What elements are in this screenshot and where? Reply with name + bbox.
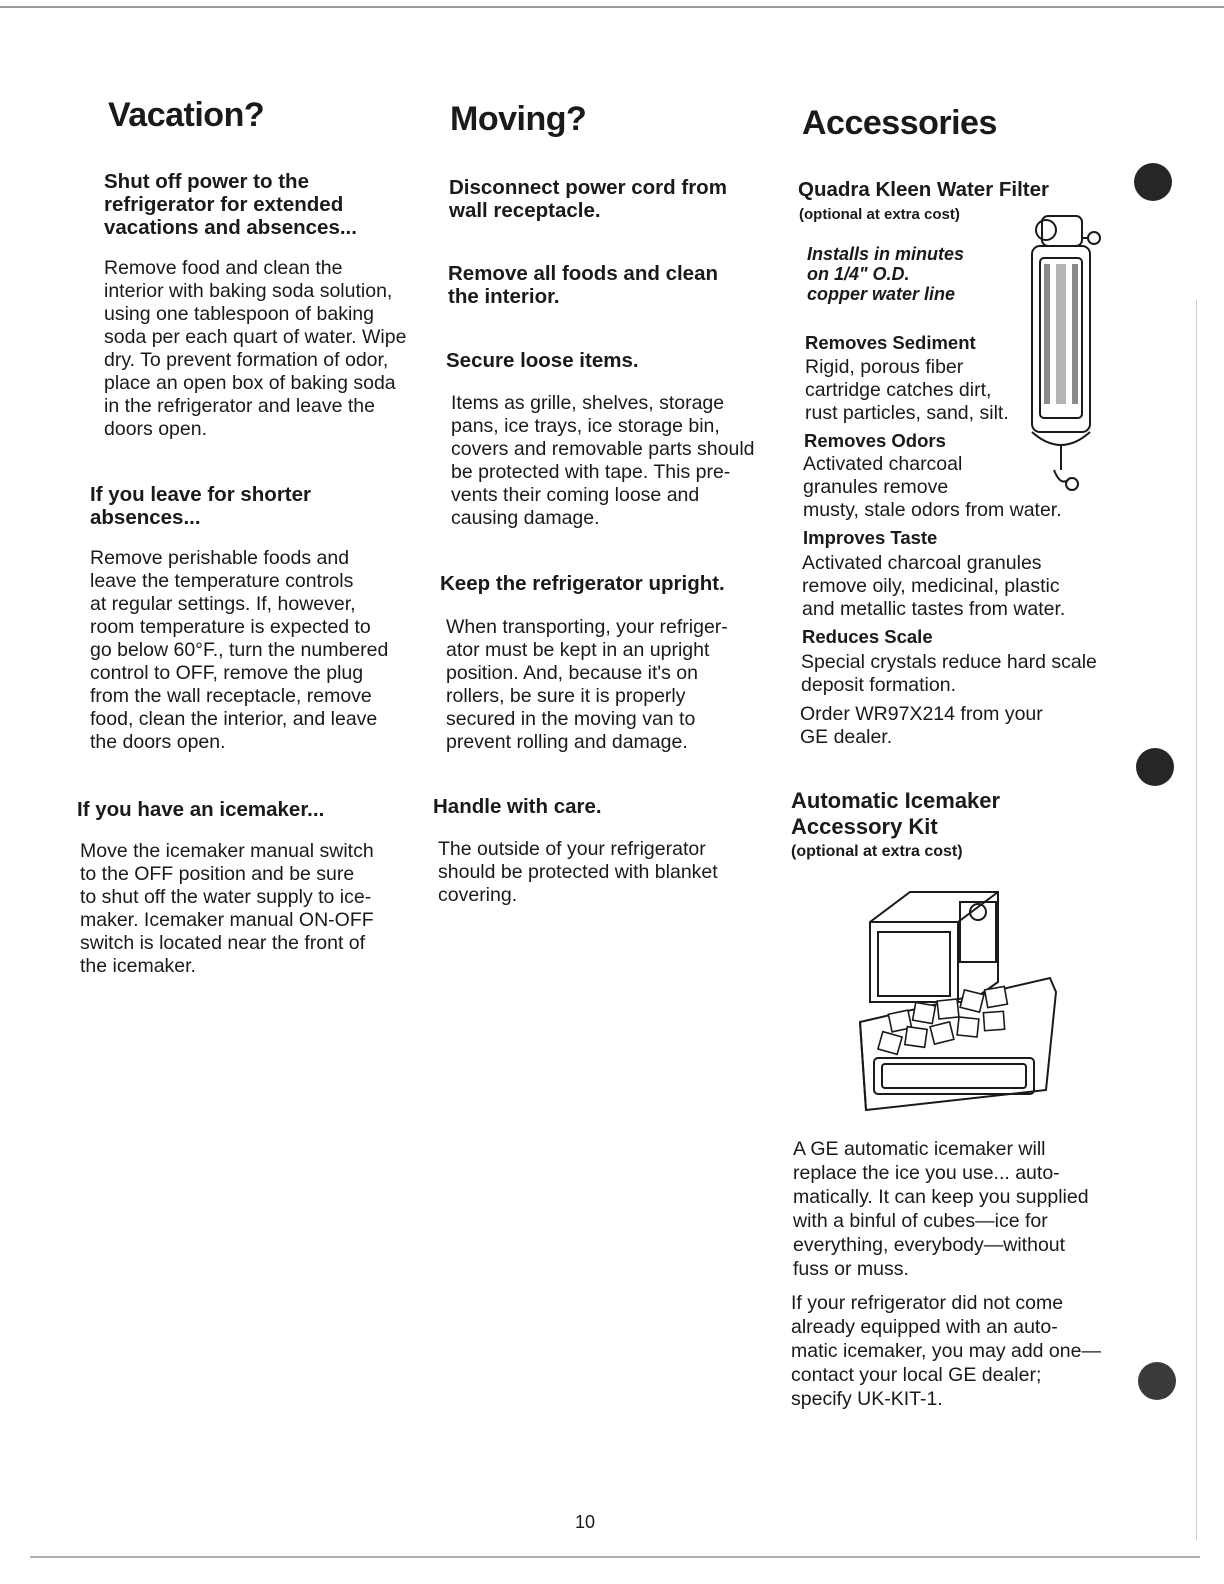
- feature-heading: Removes Sediment: [805, 332, 976, 353]
- icemaker-paragraph-1: A GE automatic icemaker will replace the ice you use... auto- matically. It can keep you supplied with a binful of cubes—ice for everything, everybody—without fuss or muss.: [793, 1138, 1089, 1280]
- icemaker-illustration: [850, 882, 1065, 1122]
- moving-heading-disconnect: Disconnect power cord from wall receptacle.: [449, 176, 727, 222]
- moving-body-secure: Items as grille, shelves, storage pans, ice trays, ice storage bin, covers and removable parts should be protected with tape. This pre- vents their coming loose and causing damage.: [451, 392, 755, 529]
- filter-cost-note: (optional at extra cost): [799, 206, 960, 223]
- vacation-heading-shorter: If you leave for shorter absences...: [90, 483, 312, 529]
- filter-order-text: Order WR97X214 from your GE dealer.: [800, 703, 1043, 748]
- moving-heading-secure: Secure loose items.: [446, 349, 639, 372]
- vacation-heading-icemaker: If you have an icemaker...: [77, 798, 325, 821]
- moving-title: Moving?: [450, 100, 587, 138]
- binder-hole-icon: [1134, 163, 1172, 201]
- vacation-title: Vacation?: [108, 96, 265, 134]
- vacation-body-icemaker: Move the icemaker manual switch to the OFF position and be sure to shut off the water supply to ice- maker. Icemaker manual ON-OFF switch is located near the front of the icemaker.: [80, 840, 374, 977]
- feature-heading: Reduces Scale: [802, 626, 933, 647]
- moving-body-upright: When transporting, your refriger- ator must be kept in an upright position. And, because it's on rollers, be sure it is properly secured in the moving van to prevent rolling and damage.: [446, 616, 728, 753]
- icemaker-kit-heading: Automatic Icemaker Accessory Kit: [791, 788, 1001, 839]
- scan-edge-bottom: [30, 1556, 1200, 1558]
- vacation-body-shorter: Remove perishable foods and leave the temperature controls at regular settings. If, however, room temperature is expected to go below 60°F., turn the numbered control to OFF, remove the plug from the wall receptacle, remove food, clean the interior, and leave the doors open.: [90, 547, 389, 753]
- moving-body-handle: The outside of your refrigerator should be protected with blanket covering.: [438, 838, 718, 906]
- feature-body: Special crystals reduce hard scale deposit formation.: [801, 651, 1097, 696]
- feature-body: Rigid, porous fiber cartridge catches dirt, rust particles, sand, silt.: [805, 356, 1009, 424]
- moving-heading-handle: Handle with care.: [433, 795, 602, 818]
- moving-heading-remove-foods: Remove all foods and clean the interior.: [448, 262, 718, 308]
- filter-install-note: Installs in minutes on 1/4" O.D. copper water line: [807, 244, 965, 304]
- page-number: 10: [575, 1512, 596, 1532]
- binder-hole-icon: [1136, 748, 1174, 786]
- binder-hole-icon: [1138, 1362, 1176, 1400]
- accessories-title: Accessories: [802, 104, 997, 142]
- feature-body: Activated charcoal granules remove oily, medicinal, plastic and metallic tastes from water.: [802, 552, 1066, 620]
- icemaker-paragraph-2: If your refrigerator did not come already equipped with an auto- matic icemaker, you may add one— contact your local GE dealer; specify UK-KIT-1.: [791, 1292, 1101, 1410]
- vacation-body-power: Remove food and clean the interior with baking soda solution, using one tablespoon of baking soda per each quart of water. Wipe dry. To prevent formation of odor, place an open box of baking soda in the refrigerator and leave the doors open.: [104, 257, 407, 440]
- feature-body: Activated charcoal granules remove musty, stale odors from water.: [803, 453, 1062, 521]
- scan-edge-right: [1196, 300, 1197, 1540]
- scan-edge-top: [0, 6, 1224, 8]
- filter-heading: Quadra Kleen Water Filter: [798, 178, 1049, 201]
- moving-heading-upright: Keep the refrigerator upright.: [440, 572, 725, 595]
- icemaker-cost-note: (optional at extra cost): [791, 843, 963, 860]
- feature-heading: Improves Taste: [803, 527, 938, 548]
- feature-heading: Removes Odors: [804, 430, 946, 451]
- vacation-heading-power: Shut off power to the refrigerator for extended vacations and absences...: [104, 170, 357, 239]
